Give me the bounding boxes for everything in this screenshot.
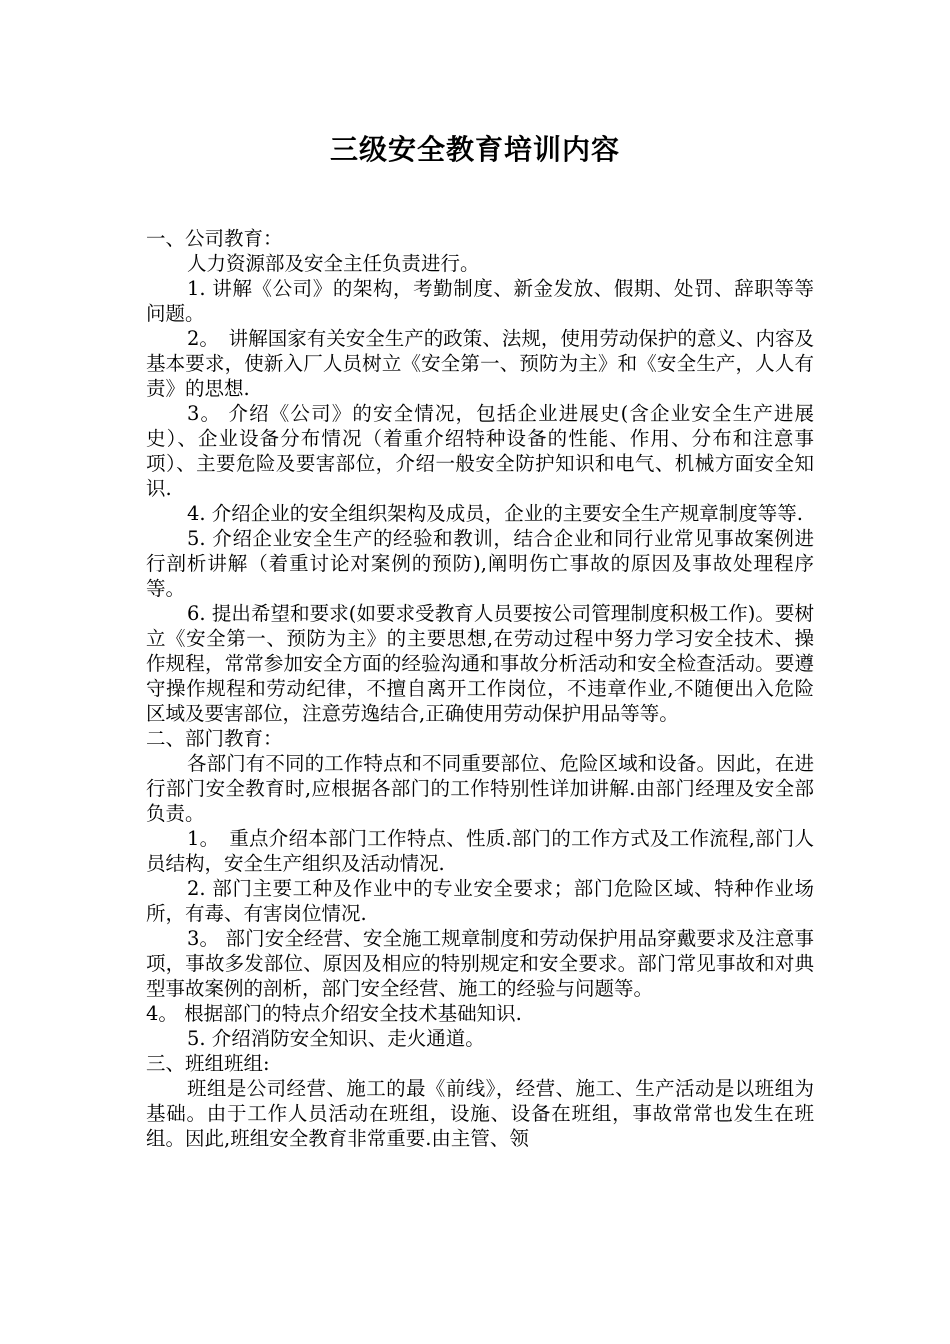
paragraph: 班组是公司经营、施工的最《前线》，经营、施工、生产活动是以班组为基础。由于工作人员活动在班组，设施、设备在班组，事故常常也发生在班组。因此,班组安全教育非常重要.由主管、领 <box>146 1077 814 1150</box>
list-item: 3。 介绍《公司》的安全情况，包括企业进展史(含企业安全生产进展史）、企业设备分布情况（着重介绍特种设备的性能、作用、分布和注意事项）、主要危险及要害部位，介绍一般安全防护知识和电气、机械方面安全知识. <box>146 402 814 500</box>
document-body <box>146 226 814 1151</box>
list-item: 1。 重点介绍本部门工作特点、性质.部门的工作方式及工作流程,部门人员结构，安全生产组织及活动情况. <box>146 827 814 875</box>
list-item: 1. 讲解《公司》的架构，考勤制度、新金发放、假期、处罚、辞职等等问题。 <box>146 277 814 325</box>
section-heading-company: 一、公司教育： <box>146 227 283 250</box>
list-item: 2。 讲解国家有关安全生产的政策、法规，使用劳动保护的意义、内容及基本要求，使新入厂人员树立《安全第一、预防为主》和《安全生产，人人有责》的思想. <box>146 327 814 400</box>
list-item: 4。 根据部门的特点介绍安全技术基础知识. <box>146 1002 522 1025</box>
list-item: 2. 部门主要工种及作业中的专业安全要求；部门危险区域、特种作业场所，有毒、有害岗位情况. <box>146 877 814 925</box>
paragraph: 各部门有不同的工作特点和不同重要部位、危险区域和设备。因此，在进行部门安全教育时,应根据各部门的工作特别性详加讲解.由部门经理及安全部负责。 <box>146 752 814 825</box>
section-heading-team: 三、班组班组: <box>146 1052 270 1075</box>
list-item: 6. 提出希望和要求(如要求受教育人员要按公司管理制度积极工作)。要树立《安全第一、预防为主》的主要思想,在劳动过程中努力学习安全技术、操作规程，常常参加安全方面的经验沟通和事故分析活动和安全检查活动。要遵守操作规程和劳动纪律，不擅自离开工作岗位，不违章作业,不随便出入危险区域及要害部位，注意劳逸结合,正确使用劳动保护用品等等。 <box>146 602 814 725</box>
section-heading-department: 二、部门教育： <box>146 727 283 750</box>
list-item: 3。 部门安全经营、安全施工规章制度和劳动保护用品穿戴要求及注意事项，事故多发部位、原因及相应的特别规定和安全要求。部门常见事故和对典型事故案例的剖析，部门安全经营、施工的经验与问题等。 <box>146 927 814 1000</box>
paragraph: 人力资源部及安全主任负责进行。 <box>187 252 480 275</box>
list-item: 5. 介绍企业安全生产的经验和教训，结合企业和同行业常见事故案例进行剖析讲解（着重讨论对案例的预防),阐明伤亡事故的原因及事故处理程序等。 <box>146 527 814 600</box>
document-title: 三级安全教育培训内容 <box>329 133 620 166</box>
list-item: 4. 介绍企业的安全组织架构及成员，企业的主要安全生产规章制度等等. <box>187 502 804 525</box>
list-item: 5. 介绍消防安全知识、走火通道。 <box>187 1027 485 1050</box>
